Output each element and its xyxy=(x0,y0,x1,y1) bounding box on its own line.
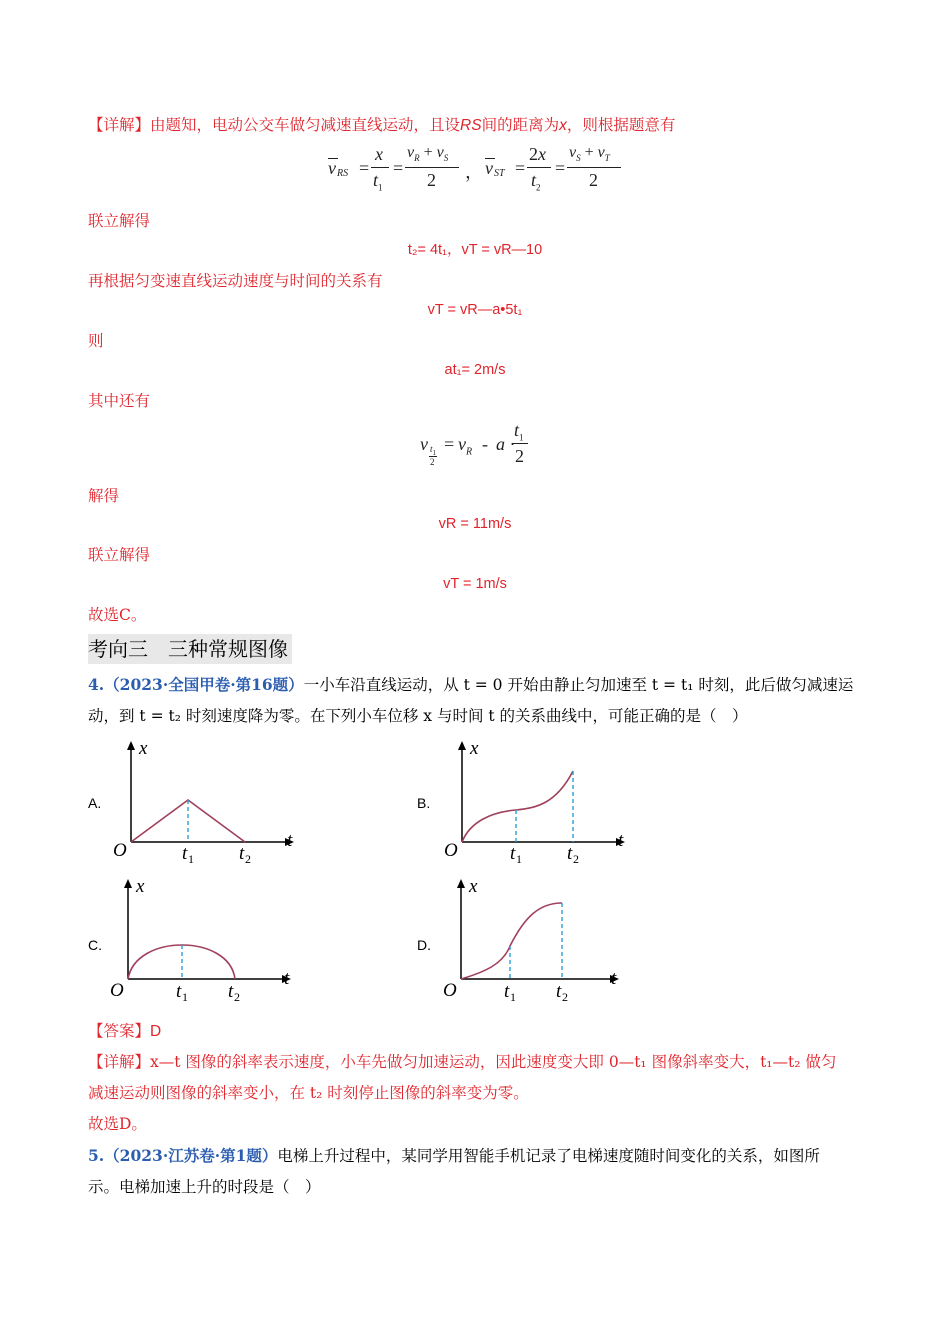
option-c-label: C. xyxy=(88,937,102,953)
option-d-label: D. xyxy=(417,937,431,953)
answer-tag: 【答案】 xyxy=(88,1022,151,1040)
graph-d-origin: O xyxy=(443,980,457,1001)
graph-d-t2: t xyxy=(556,981,562,1002)
graph-a-t2: t xyxy=(239,843,245,864)
q4-detail-text-1: x—t 图像的斜率表示速度，小车先做匀加速运动，因此速度变大即 0—t₁ 图像斜率变大，t₁—t₂ 做匀 xyxy=(150,1053,837,1071)
q5-source: 5.（2023·江苏卷·第1题） xyxy=(88,1146,278,1165)
then-text: 则 xyxy=(88,332,104,350)
graph-a-origin: O xyxy=(113,840,127,861)
graph-c-t1: t xyxy=(176,981,182,1002)
graph-d-t2-sub: 2 xyxy=(562,990,568,1004)
graph-b-x-label: t xyxy=(618,830,624,851)
graph-c-y-label: x xyxy=(136,876,145,897)
graph-b-t2: t xyxy=(567,843,573,864)
detail-line xyxy=(88,115,675,136)
joint-solve-1: 联立解得 xyxy=(88,212,151,230)
q4-text-1: 一小车沿直线运动，从 t = 0 开始由静止匀加速至 t = t₁ 时刻，此后做匀减速运 xyxy=(303,676,854,694)
graph-a-t1: t xyxy=(182,843,188,864)
q4-text-2: 动，到 t = t₂ 时刻速度降为零。在下列小车位移 x 与时间 t 的关系曲线中，可能正确的是（ ） xyxy=(88,707,748,725)
graph-b-t2-sub: 2 xyxy=(573,852,579,866)
answer-value: D xyxy=(150,1023,162,1040)
graph-a xyxy=(105,738,305,868)
equation-4: vR = 11m/s xyxy=(438,516,512,532)
equation-5: vT = 1m/s xyxy=(443,576,507,592)
detail-tag: 【详解】 xyxy=(88,116,151,134)
q4-line-1 xyxy=(88,675,853,695)
also-text: 其中还有 xyxy=(88,392,151,410)
detail-text-2: 间的距离为 xyxy=(481,116,560,134)
q4-source: 4.（2023·全国甲卷·第16题） xyxy=(88,675,304,694)
detail-text-3: ，则根据题意有 xyxy=(566,116,676,134)
q4-detail-text-2: 减速运动则图像的斜率变小，在 t₂ 时刻停止图像的斜率变为零。 xyxy=(88,1084,529,1102)
graph-a-t1-sub: 1 xyxy=(188,852,194,866)
graph-c-x-label: t xyxy=(284,968,290,989)
formula-midtime-velocity: v $t_1$ 2 = $v_R$ - a · $t_1$ 2 xyxy=(418,420,538,476)
graph-a-y-label: x xyxy=(139,738,148,759)
detail-text: 由题知，电动公交车做匀减速直线运动，且设 xyxy=(150,116,461,134)
option-b-label: B. xyxy=(417,795,431,811)
graph-d-y-label: x xyxy=(469,876,478,897)
q5-text-1: 电梯上升过程中，某同学用智能手机记录了电梯速度随时间变化的关系，如图所 xyxy=(277,1147,820,1165)
conclusion-1: 故选C。 xyxy=(88,606,147,624)
var-rs: RS xyxy=(460,117,482,134)
equation-1: t₂= 4t₁，vT = vR—10 xyxy=(407,242,543,258)
formula-average-velocity: v RS = x $t_1$ = $v_R + v_S$ 2 ， v ST = 2x $t_2$ = $v_S + v_T$ 2 xyxy=(325,142,635,200)
q5-text-2: 示。电梯加速上升的时段是（ ） xyxy=(88,1178,321,1196)
graph-a-t2-sub: 2 xyxy=(245,852,251,866)
solve-text: 解得 xyxy=(88,487,120,505)
equation-3: at₁= 2m/s xyxy=(444,362,506,378)
formula-comma: ， xyxy=(465,162,483,182)
q4-answer xyxy=(88,1021,161,1042)
graph-d-t1: t xyxy=(504,981,510,1002)
q4-detail-tag: 【详解】 xyxy=(88,1053,151,1071)
equation-2: vT = vR—a•5t₁ xyxy=(427,302,523,318)
graph-b-y-label: x xyxy=(470,738,479,759)
graph-b-origin: O xyxy=(444,840,458,861)
q5-line-1 xyxy=(88,1146,820,1166)
joint-solve-2: 联立解得 xyxy=(88,546,151,564)
graph-c-t2: t xyxy=(228,981,234,1002)
option-a-label: A. xyxy=(88,795,102,811)
relation-text: 再根据匀变速直线运动速度与时间的关系有 xyxy=(88,272,383,290)
graph-d xyxy=(435,876,635,1006)
graph-a-x-label: t xyxy=(287,830,293,851)
q4-detail-line-1 xyxy=(88,1052,836,1072)
section-title: 考向三 三种常规图像 xyxy=(88,634,292,664)
q4-conclusion: 故选D。 xyxy=(88,1115,147,1133)
graph-b-t1-sub: 1 xyxy=(516,852,522,866)
graph-c-t2-sub: 2 xyxy=(234,990,240,1004)
graph-b-t1: t xyxy=(510,843,516,864)
graph-c xyxy=(102,876,302,1006)
graph-b xyxy=(436,738,636,868)
graph-c-origin: O xyxy=(110,980,124,1001)
graph-c-t1-sub: 1 xyxy=(182,990,188,1004)
var-x: x xyxy=(559,117,567,134)
graph-d-t1-sub: 1 xyxy=(510,990,516,1004)
graph-d-x-label: t xyxy=(611,968,617,989)
